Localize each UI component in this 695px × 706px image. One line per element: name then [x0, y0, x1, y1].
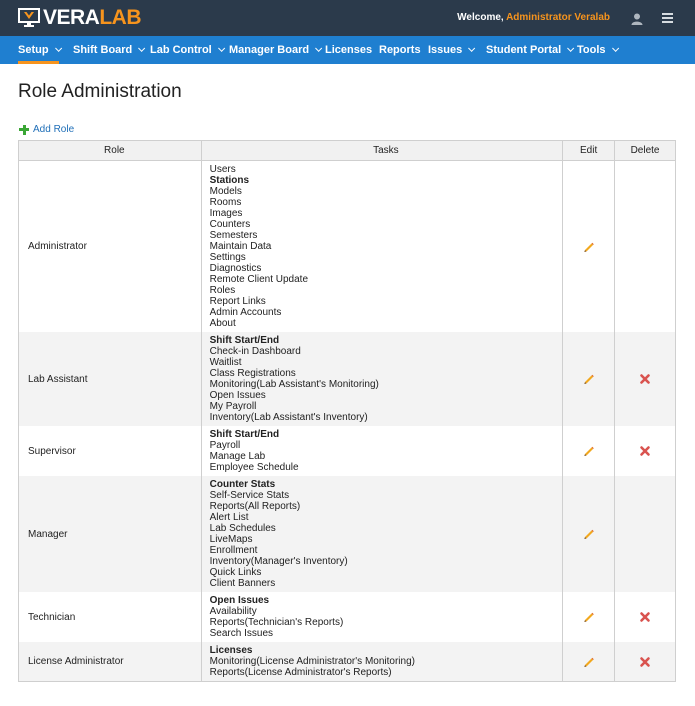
- nav-tools-label: Tools: [577, 44, 606, 56]
- delete-x-icon[interactable]: [639, 611, 651, 623]
- task-item: Self-Service Stats: [209, 490, 290, 501]
- nav-issues[interactable]: [428, 36, 472, 64]
- welcome-message: [457, 12, 610, 23]
- chevron-down-icon: [468, 45, 475, 52]
- top-bar: [0, 0, 695, 36]
- chevron-down-icon: [138, 45, 145, 52]
- role-tasks: [201, 476, 563, 592]
- nav-student-portal-label: Student Portal: [486, 44, 562, 56]
- nav-licenses-label: Licenses: [325, 44, 373, 56]
- task-item: Quick Links: [209, 567, 262, 578]
- header-edit: Edit: [563, 141, 615, 161]
- nav-lab-control-label: Lab Control: [150, 44, 212, 56]
- table-header-row: [19, 141, 676, 161]
- task-item: Reports(All Reports): [209, 501, 301, 512]
- task-item: About: [209, 318, 236, 329]
- role-name: Administrator: [19, 161, 202, 333]
- task-item: Class Registrations: [209, 368, 296, 379]
- role-tasks: [201, 426, 563, 476]
- task-item: Roles: [209, 285, 236, 296]
- task-item: Enrollment: [209, 545, 258, 556]
- task-item: Shift Start/End: [209, 335, 280, 346]
- chevron-down-icon: [55, 45, 62, 52]
- task-item: Open Issues: [209, 595, 270, 606]
- role-name: License Administrator: [19, 642, 202, 682]
- delete-x-icon[interactable]: [639, 656, 651, 668]
- role-tasks: [201, 642, 563, 682]
- task-item: Inventory(Manager's Inventory): [209, 556, 348, 567]
- task-item: Report Links: [209, 296, 266, 307]
- task-item: Availability: [209, 606, 257, 617]
- nav-shift-board[interactable]: [73, 36, 142, 64]
- add-role-label: Add Role: [33, 124, 75, 135]
- delete-cell: [615, 332, 676, 426]
- task-item: Rooms: [209, 197, 242, 208]
- pencil-icon[interactable]: [583, 528, 595, 540]
- delete-x-icon[interactable]: [639, 445, 651, 457]
- task-item: Counters: [209, 219, 251, 230]
- task-item: LiveMaps: [209, 534, 253, 545]
- task-item: Alert List: [209, 512, 249, 523]
- roles-table-body: [19, 161, 676, 682]
- pencil-icon[interactable]: [583, 611, 595, 623]
- task-item: Monitoring(License Administrator's Monitoring): [209, 656, 415, 667]
- logo-text: [43, 7, 141, 29]
- nav-setup[interactable]: [18, 36, 59, 64]
- pencil-icon[interactable]: [583, 241, 595, 253]
- veralab-logo[interactable]: [18, 7, 141, 29]
- task-item: Remote Client Update: [209, 274, 309, 285]
- task-item: Lab Schedules: [209, 523, 276, 534]
- pencil-icon[interactable]: [583, 373, 595, 385]
- table-row: [19, 592, 676, 642]
- nav-student-portal[interactable]: [486, 36, 571, 64]
- delete-cell: [615, 592, 676, 642]
- edit-cell: [563, 426, 615, 476]
- nav-licenses[interactable]: [325, 36, 372, 64]
- task-item: Client Banners: [209, 578, 276, 589]
- header-delete: Delete: [615, 141, 676, 161]
- roles-table: [18, 140, 676, 682]
- nav-lab-control[interactable]: [150, 36, 222, 64]
- chevron-down-icon: [612, 45, 619, 52]
- delete-cell: [615, 161, 676, 333]
- welcome-prefix: Welcome,: [457, 12, 507, 23]
- edit-cell: [563, 476, 615, 592]
- logo-text-lab: LAB: [99, 6, 142, 29]
- task-item: Check-in Dashboard: [209, 346, 301, 357]
- hamburger-menu-icon[interactable]: [662, 13, 673, 23]
- delete-cell: [615, 426, 676, 476]
- role-tasks: [201, 592, 563, 642]
- task-item: Shift Start/End: [209, 429, 280, 440]
- task-item: Admin Accounts: [209, 307, 282, 318]
- nav-manager-board-label: Manager Board: [229, 44, 310, 56]
- task-item: Stations: [209, 175, 250, 186]
- table-row: [19, 426, 676, 476]
- task-item: Images: [209, 208, 243, 219]
- nav-setup-label: Setup: [18, 44, 49, 56]
- edit-cell: [563, 642, 615, 682]
- table-row: [19, 332, 676, 426]
- nav-issues-label: Issues: [428, 44, 463, 56]
- user-name-link[interactable]: Administrator Veralab: [506, 12, 610, 23]
- pencil-icon[interactable]: [583, 656, 595, 668]
- monitor-logo-icon: [18, 8, 40, 28]
- task-item: Open Issues: [209, 390, 266, 401]
- edit-cell: [563, 161, 615, 333]
- edit-cell: [563, 592, 615, 642]
- edit-cell: [563, 332, 615, 426]
- task-item: Semesters: [209, 230, 258, 241]
- task-item: Search Issues: [209, 628, 274, 639]
- task-item: Users: [209, 164, 236, 175]
- task-item: Counter Stats: [209, 479, 276, 490]
- pencil-icon[interactable]: [583, 445, 595, 457]
- nav-manager-board[interactable]: [229, 36, 319, 64]
- table-row: [19, 642, 676, 682]
- task-item: Models: [209, 186, 242, 197]
- nav-shift-board-label: Shift Board: [73, 44, 133, 56]
- task-item: Employee Schedule: [209, 462, 299, 473]
- main-nav: [0, 36, 695, 64]
- user-icon[interactable]: [631, 12, 643, 24]
- add-role-link[interactable]: [19, 124, 74, 135]
- nav-reports-label: Reports: [379, 44, 421, 56]
- task-item: Diagnostics: [209, 263, 262, 274]
- chevron-down-icon: [218, 45, 225, 52]
- delete-cell: [615, 476, 676, 592]
- task-item: Reports(License Administrator's Reports): [209, 667, 392, 678]
- table-row: [19, 161, 676, 333]
- task-item: Waitlist: [209, 357, 242, 368]
- delete-cell: [615, 642, 676, 682]
- task-item: Reports(Technician's Reports): [209, 617, 344, 628]
- logo-text-vera: VERA: [43, 6, 100, 29]
- task-item: Inventory(Lab Assistant's Inventory): [209, 412, 368, 423]
- task-item: Payroll: [209, 440, 241, 451]
- role-tasks: [201, 332, 563, 426]
- nav-reports[interactable]: [379, 36, 421, 64]
- task-item: Settings: [209, 252, 246, 263]
- chevron-down-icon: [567, 45, 574, 52]
- role-name: Manager: [19, 476, 202, 592]
- task-item: Monitoring(Lab Assistant's Monitoring): [209, 379, 379, 390]
- task-item: Licenses: [209, 645, 253, 656]
- header-tasks: Tasks: [201, 141, 563, 161]
- page-title: Role Administration: [18, 81, 182, 102]
- table-row: [19, 476, 676, 592]
- role-name: Supervisor: [19, 426, 202, 476]
- plus-icon: [19, 125, 29, 135]
- task-item: My Payroll: [209, 401, 257, 412]
- role-name: Technician: [19, 592, 202, 642]
- header-role: Role: [19, 141, 202, 161]
- task-item: Maintain Data: [209, 241, 272, 252]
- nav-tools[interactable]: [577, 36, 616, 64]
- task-item: Manage Lab: [209, 451, 266, 462]
- role-name: Lab Assistant: [19, 332, 202, 426]
- role-tasks: [201, 161, 563, 333]
- delete-x-icon[interactable]: [639, 373, 651, 385]
- chevron-down-icon: [315, 45, 322, 52]
